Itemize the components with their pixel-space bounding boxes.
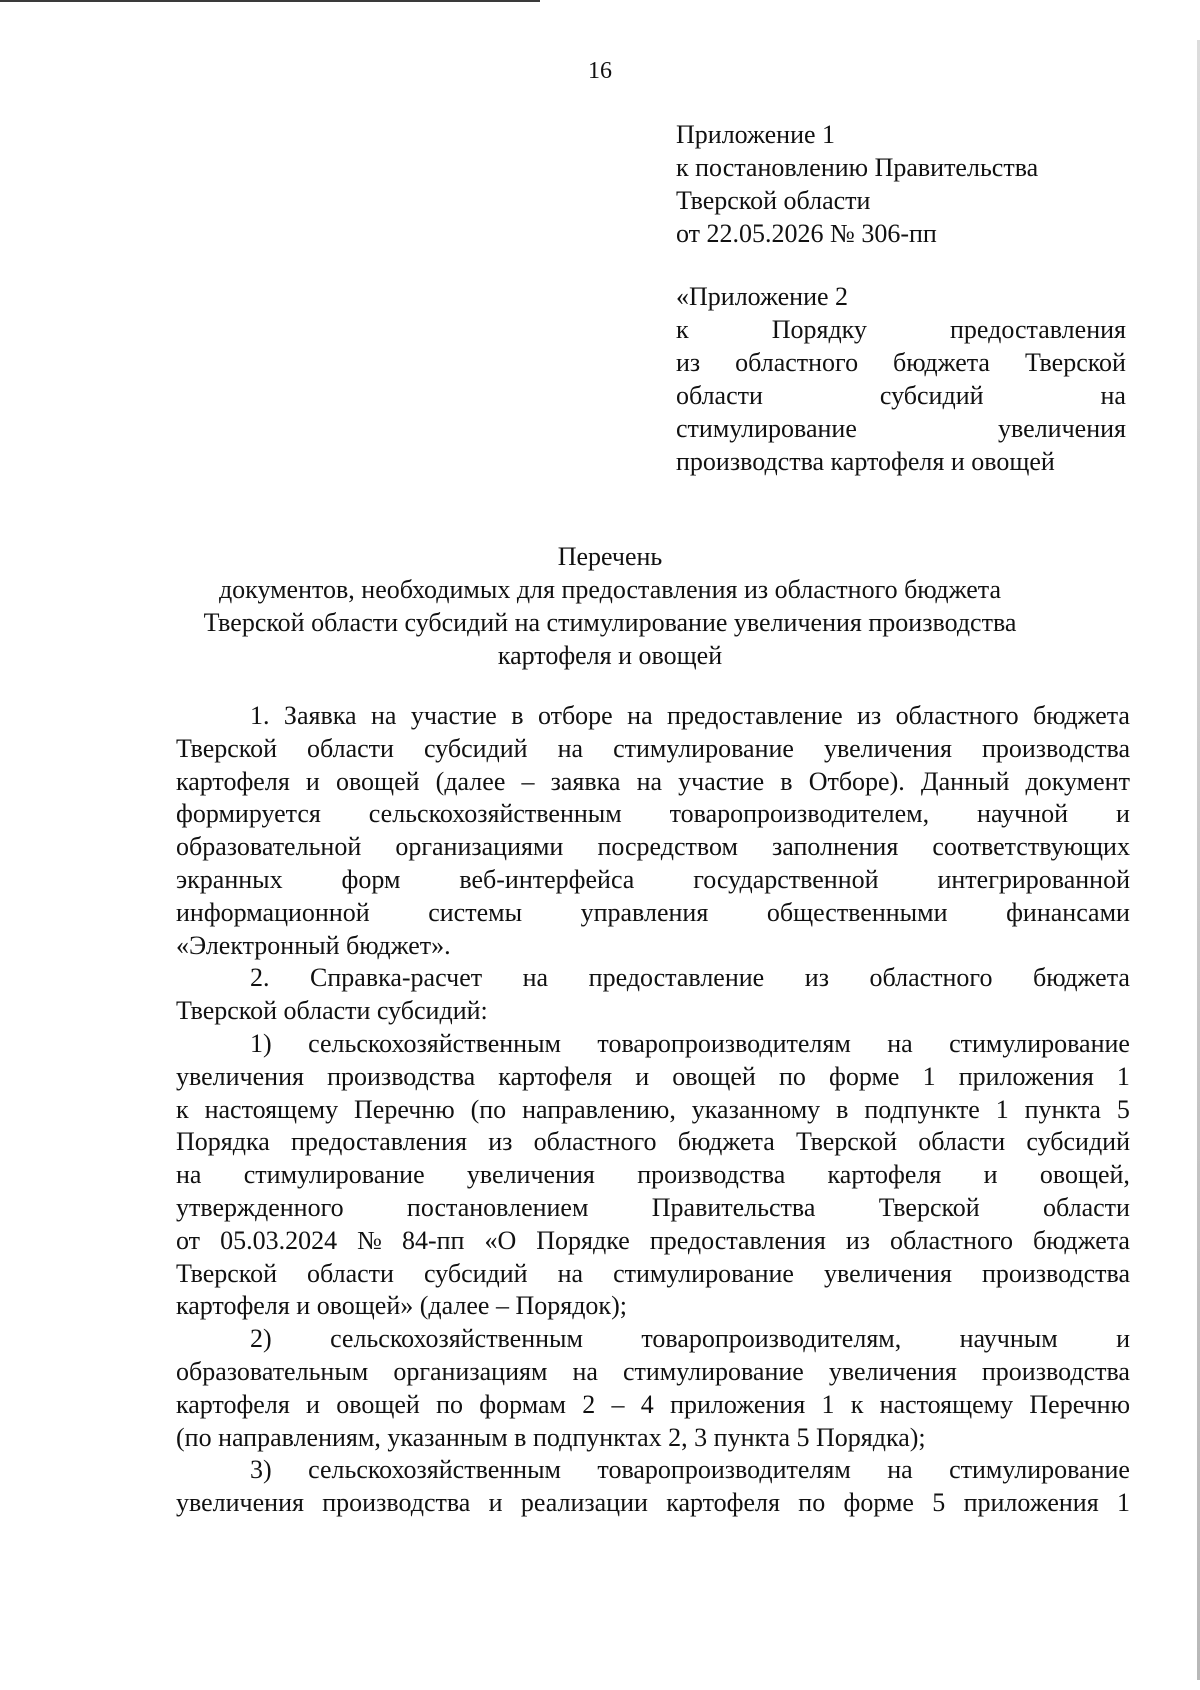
word: Тверской — [176, 733, 278, 763]
word: 1. — [250, 701, 270, 730]
body-line — [176, 1389, 1130, 1422]
word: товаропроизводителям — [597, 1028, 851, 1058]
word: системы — [428, 897, 523, 927]
word: документ — [1025, 766, 1130, 796]
appendix-1-line: Тверской области — [676, 186, 871, 215]
word: овощей — [672, 1061, 756, 1091]
word: образовательной — [176, 832, 362, 862]
word: 3) — [250, 1455, 272, 1485]
word: Справка-расчет — [310, 963, 483, 993]
word: подпункте — [864, 1094, 980, 1124]
word: областного — [533, 1127, 657, 1157]
word: овощей — [336, 1389, 420, 1419]
body-line — [176, 1028, 1130, 1061]
word: стимулирование — [949, 1028, 1130, 1058]
word: информационной — [176, 897, 370, 927]
word: 84-пп — [401, 1225, 465, 1255]
scan-border-top — [0, 0, 540, 2]
word: заполнения — [772, 832, 899, 862]
word: овощей, — [1039, 1160, 1130, 1190]
word: участие — [410, 701, 497, 730]
word: картофеля — [827, 1160, 942, 1190]
word: предоставление — [588, 963, 765, 993]
word: и — [1116, 799, 1130, 829]
word: производства — [981, 733, 1130, 763]
word: области — [918, 1127, 1006, 1157]
word: (далее — [435, 766, 506, 796]
body-line — [176, 831, 1130, 864]
word: бюджета — [1033, 1225, 1130, 1255]
word: на — [522, 963, 549, 993]
word: Данный — [920, 766, 1010, 796]
word: экранных — [176, 864, 283, 894]
word: 1 — [1116, 1488, 1130, 1518]
word: к — [176, 1094, 189, 1124]
word: на — [1100, 381, 1126, 410]
word: организациям — [393, 1356, 548, 1386]
body-line — [176, 864, 1130, 897]
body-line — [176, 1454, 1130, 1487]
appendix-2-block — [676, 280, 1126, 478]
title-line: Тверской области субсидий на стимулирование увеличения производства — [203, 608, 1017, 637]
word: (по — [470, 1094, 507, 1124]
word: Перечню — [1029, 1389, 1130, 1419]
word: 2. — [250, 963, 270, 993]
word: увеличения — [823, 1258, 952, 1288]
body-line: (по направлениям, указанным в подпунктах 2, 3 пункта 5 Порядка); — [176, 1422, 926, 1452]
appendix-1-line: от 22.05.2026 № 306-пп — [676, 219, 937, 248]
word: бюджета — [1033, 701, 1130, 730]
word: овощей — [335, 766, 420, 796]
body-line — [176, 897, 1130, 930]
word: Тверской — [176, 1258, 278, 1288]
body-line — [176, 1126, 1130, 1159]
word: областного — [869, 963, 993, 993]
word: стимулирование — [622, 1356, 804, 1386]
body-line: картофеля и овощей» (далее – Порядок); — [176, 1291, 627, 1321]
word: 1 — [821, 1389, 835, 1419]
word: в — [511, 701, 524, 730]
word: направлению, — [522, 1094, 676, 1124]
title-line: картофеля и овощей — [497, 641, 723, 670]
appendix-2-line: «Приложение 2 — [676, 282, 849, 311]
word: веб-интерфейса — [459, 864, 635, 894]
word: на — [572, 1356, 598, 1386]
word: общественными — [766, 897, 948, 927]
word: форме — [843, 1488, 914, 1518]
word: 2) — [250, 1324, 272, 1354]
word: товаропроизводителям, — [641, 1324, 902, 1354]
word: стимулирование — [613, 1258, 794, 1288]
word: областного — [735, 348, 859, 377]
appendix-2-line — [676, 346, 1126, 379]
word: форм — [341, 864, 401, 894]
word: бюджета — [1033, 963, 1130, 993]
body-line — [176, 798, 1130, 831]
word: настоящему — [879, 1389, 1014, 1419]
word: производства — [637, 1160, 786, 1190]
word: из — [488, 1127, 513, 1157]
word: соответствующих — [932, 832, 1130, 862]
word: по — [778, 1061, 806, 1091]
body-line — [176, 1258, 1130, 1291]
word: предоставления — [950, 315, 1126, 344]
word: картофеля — [176, 766, 290, 796]
word: увеличения — [176, 1061, 304, 1091]
word: финансами — [1006, 897, 1130, 927]
word: указанному — [691, 1094, 821, 1124]
word: организациями — [395, 832, 564, 862]
word: – — [611, 1389, 625, 1419]
body-line — [176, 1356, 1130, 1389]
word: субсидий — [423, 1258, 528, 1288]
word: 1 — [1116, 1061, 1130, 1091]
word: на — [887, 1455, 913, 1485]
document-title — [160, 540, 1060, 672]
body-line — [176, 700, 1130, 733]
word: государственной — [693, 864, 879, 894]
body-line — [176, 1323, 1130, 1356]
word: производства — [981, 1258, 1130, 1288]
word: Перечню — [354, 1094, 455, 1124]
appendix-2-line — [676, 313, 1126, 346]
word: предоставления — [649, 1225, 826, 1255]
body-line: Тверской области субсидий: — [176, 996, 488, 1026]
word: 5 — [1116, 1094, 1130, 1124]
word: от — [176, 1225, 201, 1255]
word: пункта — [1024, 1094, 1101, 1124]
word: на — [627, 701, 653, 730]
word: сельскохозяйственным — [308, 1028, 561, 1058]
word: стимулирование — [676, 414, 857, 443]
word: научным — [959, 1324, 1058, 1354]
word: и — [305, 766, 320, 796]
word: бюджета — [893, 348, 990, 377]
word: области — [307, 733, 394, 763]
word: субсидий — [423, 733, 528, 763]
word: 1 — [995, 1094, 1009, 1124]
word: и — [1116, 1324, 1130, 1354]
word: к — [676, 315, 689, 344]
appendix-2-line: производства картофеля и овощей — [676, 447, 1055, 476]
word: сельскохозяйственным — [330, 1324, 583, 1354]
document-body — [176, 700, 1130, 1520]
word: сельскохозяйственным — [368, 799, 622, 829]
word: картофеля — [666, 1488, 780, 1518]
word: 2 — [582, 1389, 596, 1419]
word: сельскохозяйственным — [308, 1455, 561, 1485]
body-line — [176, 1061, 1130, 1094]
title-heading: Перечень — [557, 542, 663, 571]
body-line: «Электронный бюджет». — [176, 930, 451, 960]
word: областного — [895, 701, 1019, 730]
word: 1 — [922, 1061, 936, 1091]
word: производства — [322, 1488, 471, 1518]
word: товаропроизводителям — [597, 1455, 851, 1485]
word: утвержденного — [176, 1192, 344, 1222]
word: № — [357, 1225, 382, 1255]
word: Тверской — [795, 1127, 898, 1157]
word: приложения — [963, 1488, 1099, 1518]
word: форме — [828, 1061, 900, 1091]
word: формам — [479, 1389, 566, 1419]
word: 4 — [640, 1389, 654, 1419]
word: формируется — [176, 799, 321, 829]
word: по — [798, 1488, 826, 1518]
word: увеличения — [828, 1356, 957, 1386]
page-number: 16 — [588, 58, 612, 84]
word: посредством — [597, 832, 738, 862]
body-line — [176, 1487, 1130, 1520]
word: из — [857, 701, 882, 730]
word: производства — [327, 1061, 476, 1091]
word: субсидий — [1026, 1127, 1130, 1157]
title-line: документов, необходимых для предоставления из областного бюджета — [218, 575, 1002, 604]
word: субсидий — [879, 381, 984, 410]
word: Отборе). — [808, 766, 905, 796]
body-line — [176, 1225, 1130, 1258]
body-line — [176, 1094, 1130, 1127]
word: областного — [890, 1225, 1013, 1255]
appendix-1-line: Приложение 1 — [676, 120, 836, 149]
word: производства — [981, 1356, 1130, 1386]
word: интегрированной — [937, 864, 1130, 894]
word: приложения — [670, 1389, 806, 1419]
word: на — [636, 766, 663, 796]
word: к — [850, 1389, 864, 1419]
word: образовательным — [176, 1356, 369, 1386]
word: картофеля — [498, 1061, 613, 1091]
word: стимулирование — [243, 1160, 425, 1190]
word: по — [436, 1389, 463, 1419]
word: Тверской — [878, 1192, 980, 1222]
word: стимулирование — [613, 733, 794, 763]
word: участие — [678, 766, 765, 796]
word: бюджета — [677, 1127, 775, 1157]
word: Порядке — [536, 1225, 630, 1255]
word: – — [521, 766, 535, 796]
word: Порядку — [771, 315, 867, 344]
body-line — [176, 962, 1130, 995]
word: товаропроизводителем, — [669, 799, 930, 829]
body-line — [176, 733, 1130, 766]
word: предоставления — [290, 1127, 467, 1157]
word: в — [836, 1094, 849, 1124]
word: области — [676, 381, 763, 410]
word: 5 — [932, 1488, 946, 1518]
word: на — [887, 1028, 913, 1058]
word: и — [488, 1488, 503, 1518]
word: Тверской — [1024, 348, 1126, 377]
word: в — [780, 766, 793, 796]
appendix-2-line — [676, 412, 1126, 445]
word: Заявка — [283, 701, 357, 730]
appendix-1-block — [676, 118, 1126, 250]
word: из — [845, 1225, 871, 1255]
word: на — [557, 1258, 584, 1288]
word: Порядка — [176, 1127, 270, 1157]
word: из — [676, 348, 701, 377]
word: на — [557, 733, 584, 763]
word: управления — [580, 897, 709, 927]
word: и — [635, 1061, 650, 1091]
word: на — [370, 701, 397, 730]
word: 05.03.2024 — [220, 1225, 338, 1255]
word: Правительства — [651, 1192, 816, 1222]
appendix-1-line: к постановлению Правительства — [676, 153, 1039, 182]
word: 1) — [250, 1028, 272, 1058]
appendix-2-line — [676, 379, 1126, 412]
word: приложения — [958, 1061, 1094, 1091]
word: реализации — [520, 1488, 648, 1518]
word: заявка — [550, 766, 621, 796]
word: увеличения — [466, 1160, 595, 1190]
word: увеличения — [998, 414, 1126, 443]
word: стимулирование — [949, 1455, 1130, 1485]
word: области — [1043, 1192, 1130, 1222]
word: из — [804, 963, 829, 993]
word: картофеля — [176, 1389, 290, 1419]
word: и — [983, 1160, 998, 1190]
word: предоставление — [667, 701, 843, 730]
word: постановлением — [406, 1192, 589, 1222]
word: «О — [484, 1225, 517, 1255]
word: научной — [977, 799, 1069, 829]
body-line — [176, 1159, 1130, 1192]
word: отборе — [537, 701, 613, 730]
body-line — [176, 766, 1130, 799]
word: области — [307, 1258, 394, 1288]
word: и — [306, 1389, 320, 1419]
word: на — [176, 1160, 202, 1190]
word: настоящему — [204, 1094, 339, 1124]
body-line — [176, 1192, 1130, 1225]
word: увеличения — [176, 1488, 304, 1518]
word: увеличения — [823, 733, 952, 763]
